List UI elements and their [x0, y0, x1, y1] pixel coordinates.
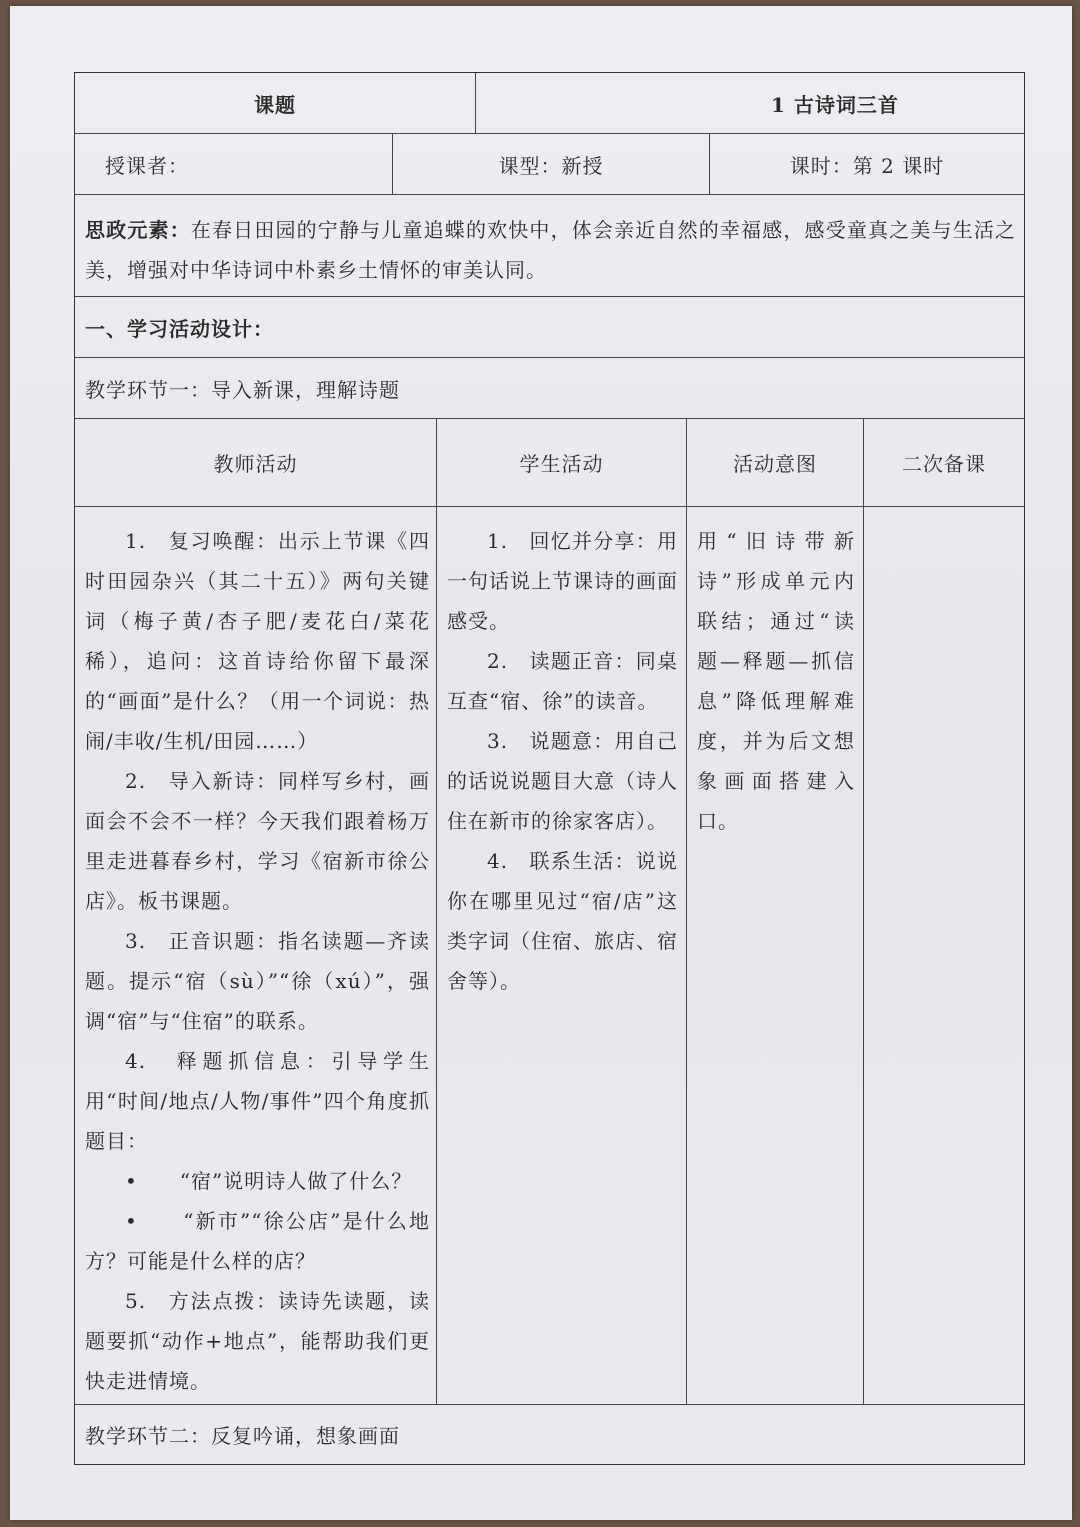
teacher-bullet-1: • “宿”说明诗人做了什么？	[125, 1169, 413, 1193]
topic-value: 1 古诗词三首	[771, 92, 899, 117]
section-title: 一、学习活动设计：	[85, 316, 274, 341]
intent-cell	[686, 507, 863, 1404]
teacher-step-2: 2. 导入新诗：同样写乡村，画面会不会不一样？今天我们跟着杨万里走进暮春乡村，学习《宿新市徐公店》。板书课题。	[85, 769, 430, 913]
ideology-row	[75, 195, 1024, 297]
lesson-type: 课型：新授	[498, 153, 604, 178]
student-step-4: 4. 联系生活：说说你在哪里见过“宿/店”这类字词（住宿、旅店、宿舍等）。	[447, 849, 678, 993]
lesson-plan-table	[74, 72, 1025, 1465]
teacher-step-4: 4. 释题抓信息：引导学生用“时间/地点/人物/事件”四个角度抓题目：	[85, 1049, 430, 1153]
second-prep-cell	[863, 507, 1024, 1404]
bullet-dot: •	[125, 1169, 138, 1193]
student-activity-cell	[436, 507, 686, 1404]
stage1-title: 教学环节一：导入新课，理解诗题	[85, 377, 400, 402]
paper-sheet	[10, 6, 1072, 1520]
teacher-activity-cell	[75, 507, 436, 1404]
teacher-activity-header: 教师活动	[213, 452, 298, 476]
intent-text: 用“旧诗带新诗”形成单元内联结；通过“读题—释题—抓信息”降低理解难度，并为后文想象画面搭建入口。	[697, 529, 855, 833]
section-title-row	[75, 297, 1024, 358]
content-row	[75, 507, 1024, 1405]
second-prep-header: 二次备课	[902, 452, 986, 476]
stage2-row	[75, 1405, 1024, 1464]
intent-header: 活动意图	[733, 452, 817, 476]
ideology-label: 思政元素：	[85, 218, 191, 242]
meta-row	[75, 134, 1024, 195]
stage2-title: 教学环节二：反复吟诵，想象画面	[85, 1424, 400, 1448]
teacher-step-1: 1. 复习唤醒：出示上节课《四时田园杂兴（其二十五）》两句关键词（梅子黄/杏子肥/麦花白/菜花稀），追问：这首诗给你留下最深的“画面”是什么？（用一个词说：热闹/丰收/生机/田园……）	[85, 529, 430, 753]
student-step-2: 2. 读题正音：同桌互查“宿、徐”的读音。	[447, 649, 678, 713]
bullet-dot: •	[125, 1209, 138, 1233]
teacher-step-5: 5. 方法点拨：读诗先读题，读题要抓“动作+地点”，能帮助我们更快走进情境。	[85, 1289, 430, 1393]
topic-row	[75, 73, 1024, 134]
ideology-text: 在春日田园的宁静与儿童追蝶的欢快中，体会亲近自然的幸福感，感受童真之美与生活之美，增强对中华诗词中朴素乡土情怀的审美认同。	[85, 218, 1017, 282]
column-header-row	[75, 419, 1024, 507]
lesson-time: 课时：第 2 课时	[789, 153, 945, 178]
student-activity-header: 学生活动	[519, 452, 604, 476]
teacher-step-3: 3. 正音识题：指名读题—齐读题。提示“宿（sù）”“徐（xú）”，强调“宿”与“住宿”的联系。	[85, 929, 430, 1033]
topic-label: 课题	[254, 92, 296, 117]
teacher-label: 授课者：	[105, 153, 189, 178]
stage1-row	[75, 358, 1024, 419]
teacher-bullet-2: • “新市”“徐公店”是什么地方？可能是什么样的店？	[85, 1209, 430, 1273]
student-step-1: 1. 回忆并分享：用一句话说上节课诗的画面感受。	[447, 529, 678, 633]
student-step-3: 3. 说题意：用自己的话说说题目大意（诗人住在新市的徐家客店）。	[447, 729, 678, 833]
